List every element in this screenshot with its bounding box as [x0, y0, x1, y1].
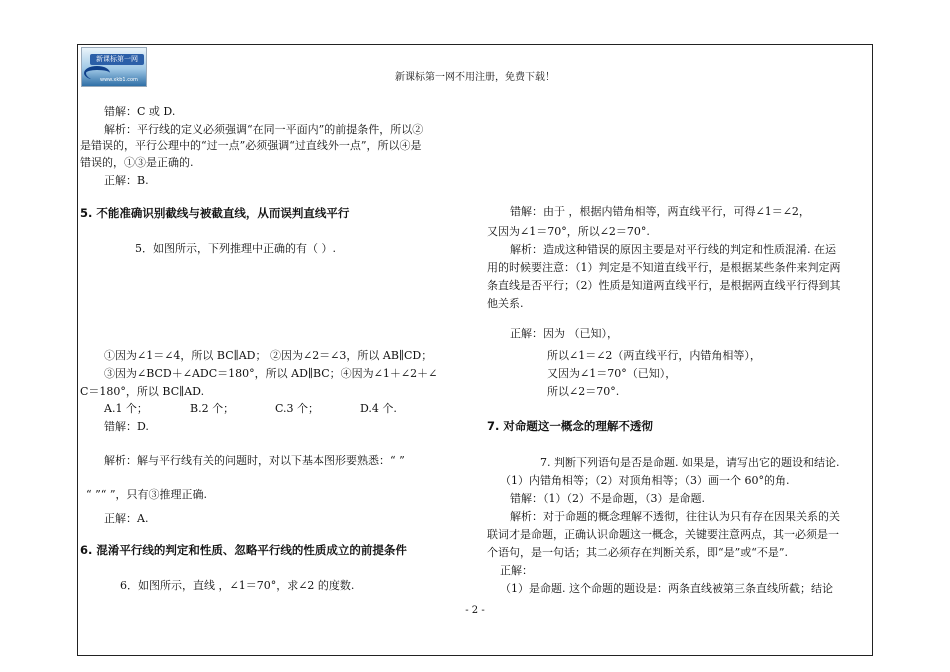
header-banner: 新课标第一网不用注册，免费下载！: [395, 72, 555, 83]
analysis-6-line1: 解析：造成这种错误的原因主要是对平行线的判定和性质混淆. 在运: [510, 243, 836, 256]
analysis-6-line3: 条直线是否平行；（2）性质是知道两直线平行，是根据两直线平行得到其: [487, 279, 841, 292]
wrong-answer-5: 错解：D.: [104, 420, 149, 433]
choice-b: B.2 个；: [190, 402, 235, 415]
correct-answer-6-step1: 所以∠1＝∠2（两直线平行，内错角相等），: [547, 349, 761, 362]
wrong-answer-7: 错解：（1）（2）不是命题，（3）是命题.: [510, 492, 705, 505]
analysis-5-line1: 解析：解与平行线有关的问题时，对以下基本图形要熟悉：“ ”: [104, 454, 405, 467]
correct-answer-5: 正解：A.: [104, 512, 149, 525]
analysis-7-line1: 解析：对于命题的概念理解不透彻，往往认为只有存在因果关系的关: [510, 510, 840, 523]
section-heading-6: 6. 混淆平行线的判定和性质、忽略平行线的性质成立的前提条件: [80, 543, 407, 557]
choice-c: C.3 个；: [275, 402, 320, 415]
correct-answer-6: 正解：因为 （已知），: [510, 327, 618, 340]
analysis-5-line2: “ ”“ ”，只有③推理正确.: [86, 488, 207, 501]
correct-answer-4: 正解：B.: [104, 174, 149, 187]
question-6: 6．如图所示，直线 ，∠1＝70°，求∠2 的度数.: [120, 579, 355, 592]
analysis-4-line3: 错误的，①③是正确的.: [80, 156, 194, 169]
question-5-option-line2: ③因为∠BCD＋∠ADC＝180°，所以 AD∥BC；④因为∠1＋∠2＋∠: [104, 367, 438, 380]
section-heading-7: 7. 对命题这一概念的理解不透彻: [487, 419, 653, 433]
analysis-4-line1: 解析：平行线的定义必须强调“在同一平面内”的前提条件，所以②: [104, 123, 424, 136]
choice-a: A.1 个；: [104, 402, 148, 415]
wrong-answer-6-line2: 又因为∠1＝70°，所以∠2＝70°.: [487, 225, 650, 238]
wrong-answer-4: 错解：C 或 D.: [104, 105, 176, 118]
wrong-answer-6: 错解：由于 ，根据内错角相等，两直线平行，可得∠1＝∠2，: [510, 205, 810, 218]
analysis-7-line2: 联词才是命题，正确认识命题这一概念，关键要注意两点，其一必须是一: [487, 528, 839, 541]
correct-answer-6-step3: 所以∠2＝70°.: [547, 385, 620, 398]
analysis-6-line2: 用的时候要注意：（1）判定是不知道直线平行，是根据某些条件来判定两: [487, 261, 841, 274]
analysis-6-line4: 他关系.: [487, 297, 524, 310]
correct-answer-7-line1: （1）是命题. 这个命题的题设是：两条直线被第三条直线所截；结论: [500, 582, 833, 595]
analysis-7-line3: 个语句，是一句话；其二必须存在判断关系，即“是”或“不是”.: [487, 546, 788, 559]
correct-answer-6-step2: 又因为∠1＝70°（已知），: [547, 367, 677, 380]
choice-d: D.4 个.: [360, 402, 397, 415]
question-7: 7. 判断下列语句是否是命题. 如果是，请写出它的题设和结论.: [540, 456, 840, 469]
page-number: - 2 -: [465, 605, 485, 616]
question-5: 5．如图所示，下列推理中正确的有（ ）.: [135, 242, 336, 255]
question-7-items: （1）内错角相等；（2）对顶角相等；（3）画一个 60°的角.: [500, 474, 790, 487]
logo-text: 新课标第一网: [90, 54, 144, 65]
correct-answer-7-label: 正解：: [500, 564, 533, 577]
section-heading-5: 5. 不能准确识别截线与被截直线，从而误判直线平行: [80, 206, 350, 220]
analysis-4-line2: 是错误的，平行公理中的“过一点”必须强调“过直线外一点”，所以④是: [80, 139, 422, 152]
logo-url: www.xkb1.com: [100, 77, 138, 83]
question-5-option-line3: C＝180°，所以 BC∥AD.: [80, 385, 205, 398]
question-5-option-line1: ①因为∠1＝∠4，所以 BC∥AD； ②因为∠2＝∠3，所以 AB∥CD；: [104, 349, 433, 362]
